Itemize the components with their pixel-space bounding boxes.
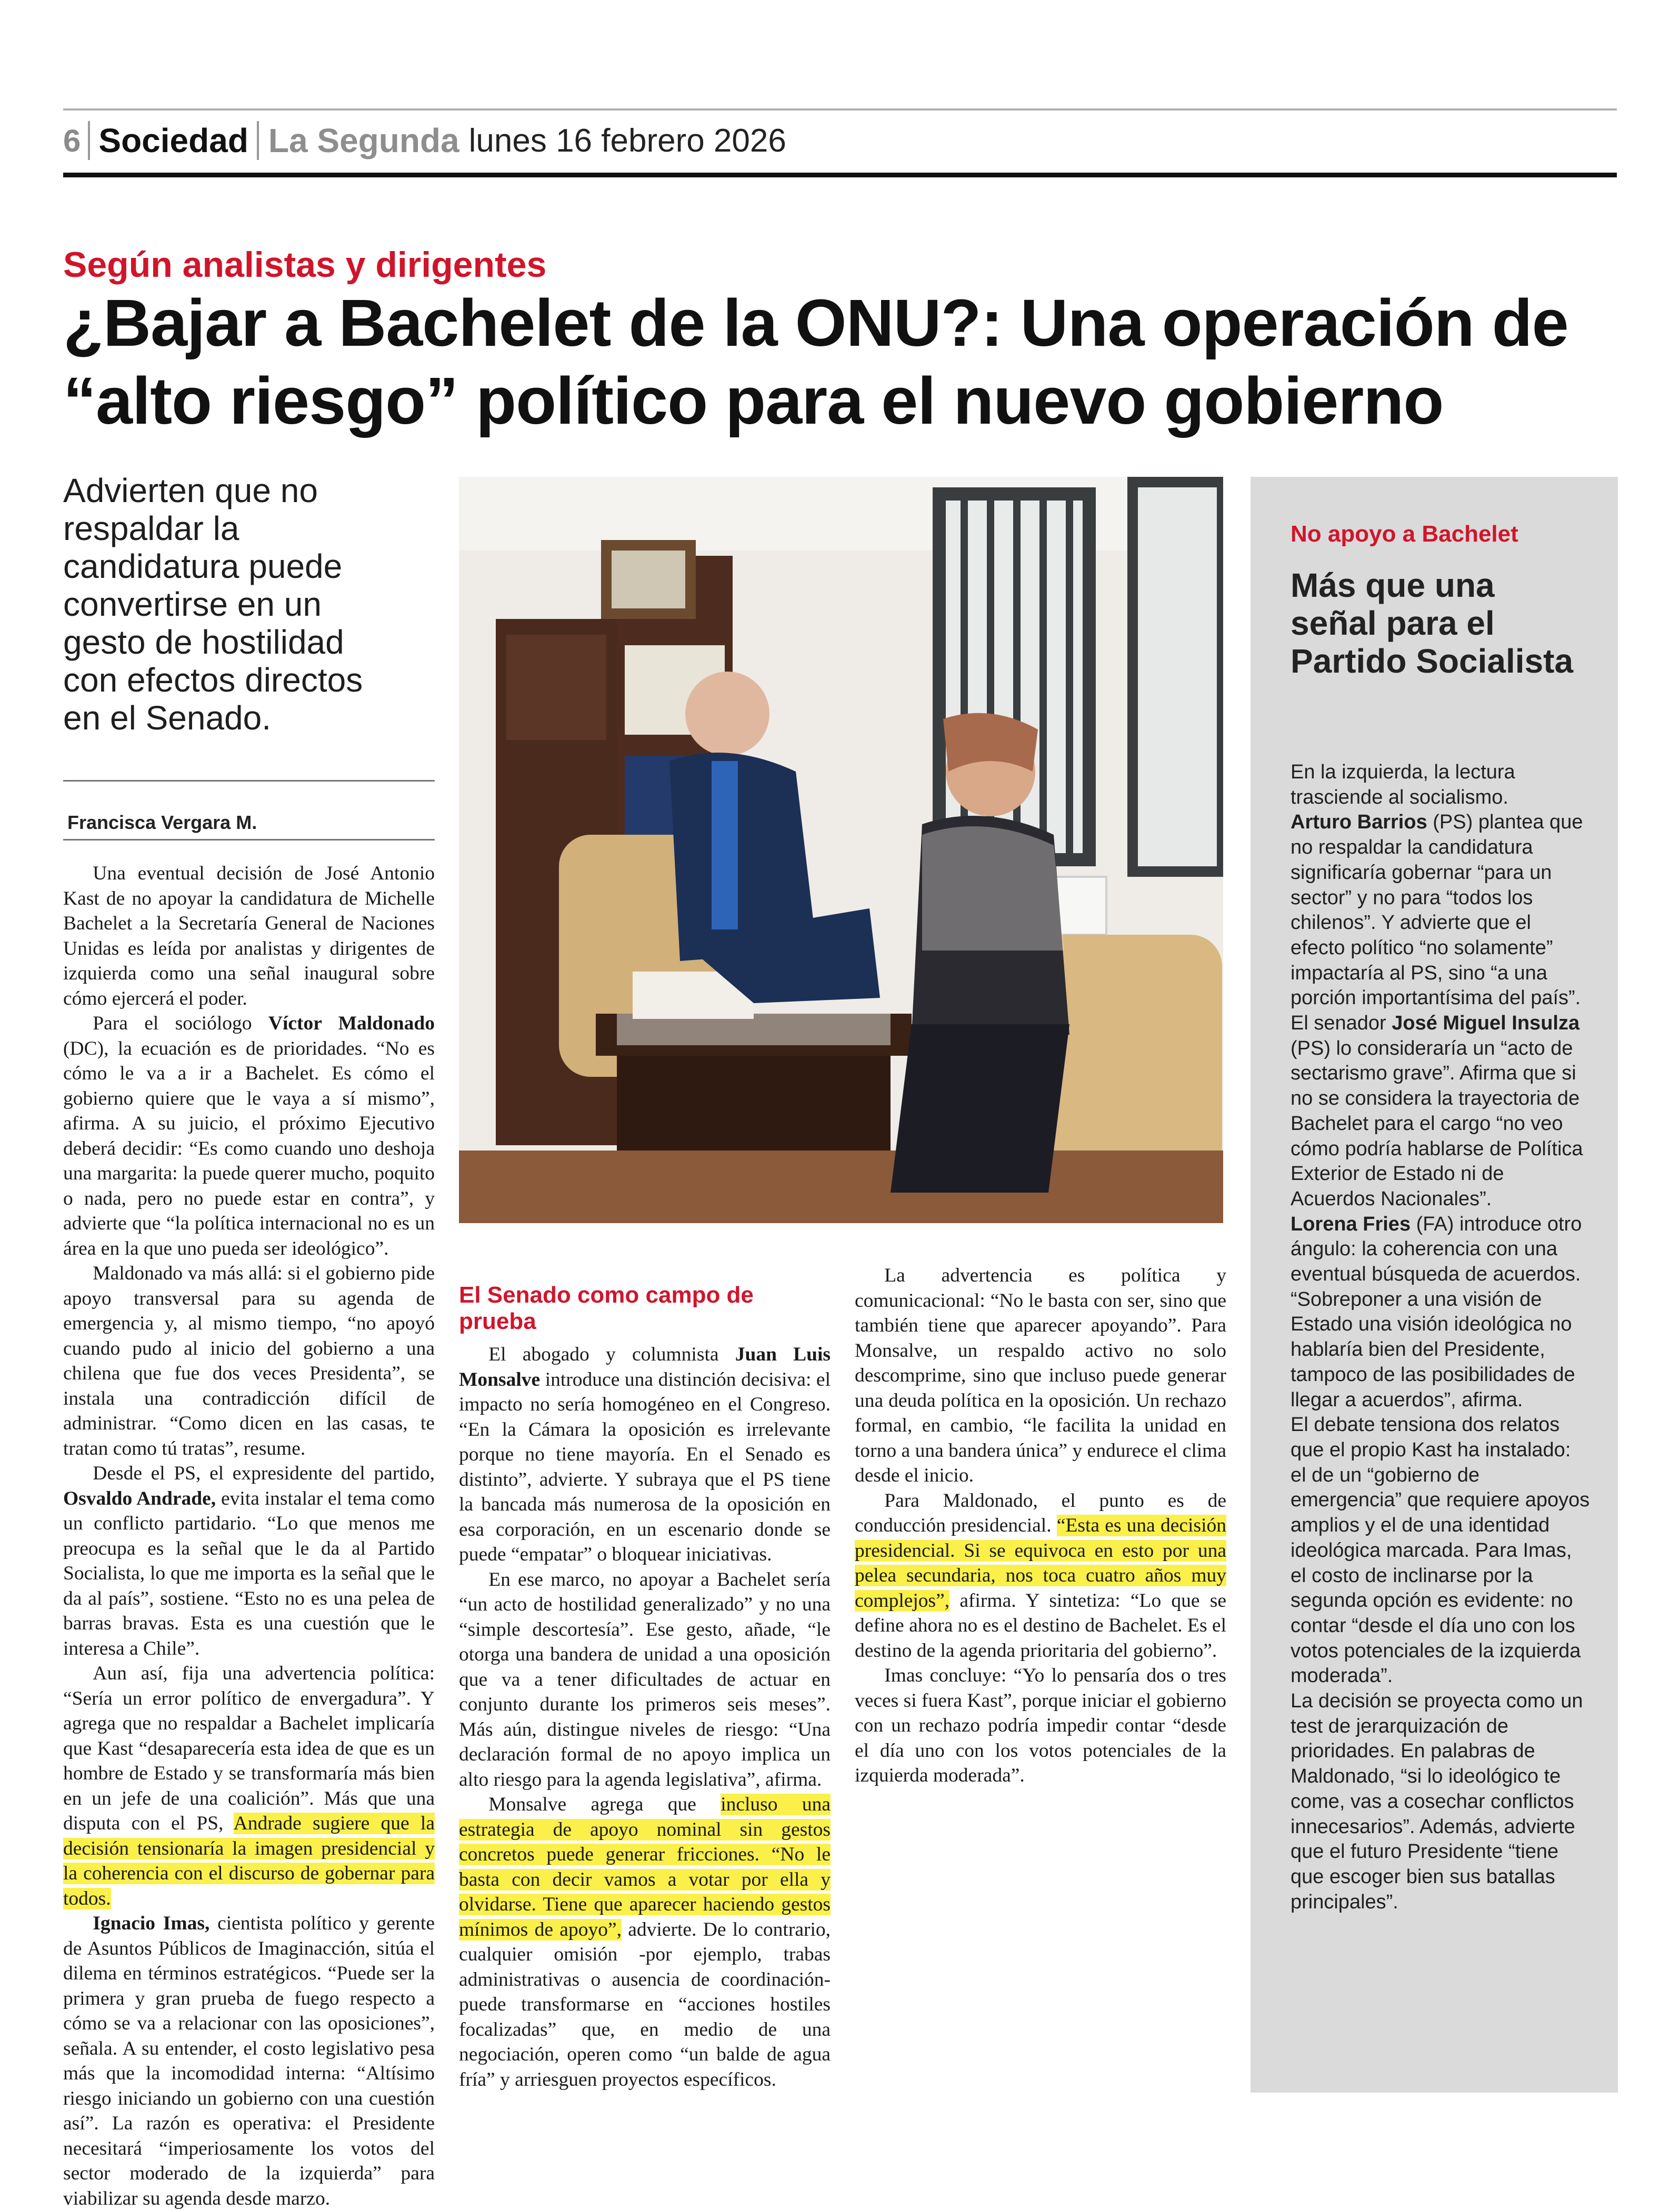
article-headline: ¿Bajar a Bachelet de la ONU?: Una operación de “alto riesgo” político para el nuevo gobierno [63, 286, 1568, 438]
paragraph: Una eventual decisión de José Antonio Kast de no apoyar la candidatura de Michelle Bachelet a la Secretaría General de Naciones Unidas es leída por analistas y dirigentes de izquierda como una señal inaugural sobre cómo ejercerá el poder. [63, 863, 435, 1009]
sidebar-paragraph: Arturo Barrios (PS) plantea que no respaldar la candidatura significaría gobernar “para un sector” y no para “todos los chilenos”. Y advierte que el efecto político “no solamente” impactaría al PS, sino “a una porción importantísima del país”. [1291, 811, 1583, 1009]
page-number: 6 [63, 123, 81, 158]
issue-date: lunes 16 febrero 2026 [468, 122, 786, 159]
article-column-1 [63, 861, 435, 2211]
person-name: José Miguel Insulza [1392, 1012, 1580, 1035]
paragraph: En ese marco, no apoyar a Bachelet sería “un acto de hostilidad generalizado” y no una “simple descortesía”. Ese gesto, añade, “le otorga una bandera de unidad a una oposición que va a tener dificultades de actuar en conjunto durante los primeros seis meses”. Más aún, distingue niveles de riesgo: “Una declaración formal de no apoyo implica un alto riesgo para la agenda legislativa”, afirma. [459, 1568, 831, 1790]
paragraph: Ignacio Imas, cientista político y gerente de Asuntos Públicos de Imaginacción, sitúa el dilema en términos estratégicos. “Puede ser la primera y gran prueba de fuego respecto a cómo se va a relacionar con las oposiciones”, señala. A su entender, el costo legislativo pesa más que la incomodidad interna: “Altísimo riesgo iniciando un gobierno con una cuestión así”. La razón es operativa: el Presidente necesitará “imperiosamente los votos del sector moderado de la izquierda” para viabilizar su agenda desde marzo. [63, 1913, 435, 2209]
paragraph: Para Maldonado, el punto es de conducción presidencial. “Esta es una decisión presidencial. Si se equivoca en esto por una pelea secundaria, nos toca cuatro años muy complejos”, afirma. Y sintetiza: “Lo que se define ahora no es el destino de Bachelet. Es el destino de la agenda prioritaria del gobierno”. [855, 1489, 1226, 1662]
paragraph: Imas concluye: “Yo lo pensaría dos o tres veces si fuera Kast”, porque iniciar el gobierno con un rechazo podría impedir contar “desde el día uno con los votos potenciales de la izquierda moderada”. [855, 1665, 1226, 1786]
sidebar-body [1291, 760, 1591, 1915]
highlighted-text: Andrade sugiere que la decisión tensionaría la imagen presidencial y la coherencia con el discurso de gobernar para todos. [63, 1813, 435, 1909]
newspaper-name: La Segunda [257, 121, 459, 160]
paragraph: Aun así, fija una advertencia política: “Sería un error político de envergadura”. Y agrega que no respaldar a Bachelet implicaría que Kast “desaparecería esta idea de que es un hombre de Estado y se transformaría más bien en un jefe de una coalición”. Más que una disputa con el PS, Andrade sugiere que la decisión tensionaría la imagen presidencial y la coherencia con el discurso de gobernar para todos. [63, 1663, 435, 1909]
person-name: Lorena Fries [1291, 1213, 1411, 1235]
paragraph: Monsalve agrega que incluso una estrategia de apoyo nominal sin gestos concretos puede generar fricciones. “No le basta con decir vamos a votar por ella y olvidarse. Tiene que aparecer haciendo gestos mínimos de apoyo”, advierte. De lo contrario, cualquier omisión -por ejemplo, trabas administrativas o ausencia de coordinación- puede transformarse en “acciones hostiles focalizadas” que, en medio de una negociación, operen como “un balde de agua fría” y arriesguen proyectos específicos. [459, 1794, 831, 2090]
article-column-3 [855, 1263, 1226, 1788]
sidebar-paragraph: Lorena Fries (FA) introduce otro ángulo: la coherencia con una eventual búsqueda de acuerdos. “Sobreponer a una visión de Estado una visión ideológica no hablaría bien del Presidente, tampoco de las posibilidades de llegar a acuerdos”, afirma. [1291, 1213, 1582, 1411]
page-header [63, 115, 1617, 166]
highlighted-text: “Esta es una decisión presidencial. Si se equivoca en esto por una pelea secundaria, nos toca cuatro años muy complejos”, [855, 1515, 1226, 1612]
sidebar-box [1251, 477, 1618, 2093]
section-name: Sociedad [88, 121, 257, 160]
deck-divider [63, 780, 435, 782]
byline-divider [63, 839, 435, 841]
paragraph: El abogado y columnista Juan Luis Monsalve introduce una distinción decisiva: el impacto no sería homogéneo en el Congreso. “En la Cámara la oposición es irrelevante porque no tiene mayoría. En el Senado es distinto”, advierte. Y subraya que el PS tiene la bancada más numerosa de la oposición en esa corporación, en un escenario donde se puede “empatar” o bloquear iniciativas. [459, 1344, 831, 1565]
person-name: Víctor Maldonado [268, 1013, 435, 1034]
highlighted-text: incluso una estrategia de apoyo nominal sin gestos concretos puede generar fricciones. “No le basta con decir vamos a votar por ella y olvidarse. Tiene que aparecer haciendo gestos mínimos de apoyo”, [459, 1794, 831, 1940]
paragraph: Maldonado va más allá: si el gobierno pide apoyo transversal para su agenda de emergencia y, al mismo tiempo, “no apoyó cuando pudo al inicio del gobierno a una chilena que fue dos veces Presidenta”, se instala una contradicción difícil de administrar. “Como dicen en las casas, te tratan como tú tratas”, resume. [63, 1263, 435, 1459]
person-name: Arturo Barrios [1291, 811, 1427, 834]
paragraph: Desde el PS, el expresidente del partido, Osvaldo Andrade, evita instalar el tema como un conflicto partidario. “Lo que menos me preocupa es la señal que le da al Partido Socialista, lo que me importa es la señal que le da al país”, sostiene. “Esto no es una pelea de barras bravas. Esta es una cuestión que le interesa a Chile”. [63, 1463, 435, 1659]
paragraph: Para el sociólogo Víctor Maldonado (DC), la ecuación es de prioridades. “No es cómo le va a ir a Bachelet. Es cómo el gobierno quiere que le vaya a sí mismo”, afirma. A su juicio, el próximo Ejecutivo deberá decidir: “Es como cuando uno deshoja una margarita: la puede querer mucho, poquito o nada, pero no puede estar en contra”, y advierte que “la política internacional no es un área en la que uno pueda ser ideológico”. [63, 1013, 435, 1259]
person-name: Osvaldo Andrade, [63, 1487, 216, 1509]
photo-illustration [459, 477, 1223, 1223]
sidebar-kicker: No apoyo a Bachelet [1291, 521, 1518, 547]
person-name: Ignacio Imas, [93, 1913, 210, 1934]
person-name: Juan Luis Monsalve [459, 1344, 831, 1390]
sidebar-paragraph: La decisión se proyecta como un test de jerarquización de prioridades. En palabras de Maldonado, “si lo ideológico te come, vas a cosechar conflictos innecesarios”. Además, advierte que el futuro Presidente “tiene que escoger bien sus batallas principales”. [1291, 1690, 1583, 1913]
byline: Francisca Vergara M. [67, 812, 257, 833]
article-kicker: Según analistas y dirigentes [63, 245, 547, 285]
section-subhead: El Senado como campo de prueba [459, 1282, 754, 1334]
header-rule [63, 173, 1617, 177]
article-column-2 [459, 1263, 831, 2092]
article-deck: Advierten que no respaldar la candidatura puede convertirse en un gesto de hostilidad con efectos directos en el Senado. [63, 472, 363, 737]
sidebar-paragraph: El debate tensiona dos relatos que el propio Kast ha instalado: el de un “gobierno de emergencia” que requiere apoyos amplios y el de una identidad ideológica marcada. Para Imas, el costo de inclinarse por la segunda opción es evidente: no contar “desde el día uno con los votos potenciales de la izquierda moderada”. [1291, 1414, 1590, 1687]
paragraph: La advertencia es política y comunicacional: “No le basta con ser, sino que también tiene que aparecer apoyando”. Para Monsalve, un respaldo activo no solo descomprime, sino que incluso puede generar una deuda política en la oposición. Un rechazo formal, en cambio, “le facilita la unidad en torno a una bandera única” y endurece el clima desde el inicio. [855, 1265, 1226, 1486]
sidebar-paragraph: El senador José Miguel Insulza (PS) lo consideraría un “acto de sectarismo grave”. Afirma que si no se considera la trayectoria de Bachelet para el cargo “no veo cómo podría hablarse de Política Exterior de Estado ni de Acuerdos Nacionales”. [1291, 1012, 1583, 1210]
sidebar-paragraph: En la izquierda, la lectura trasciende al socialismo. [1291, 761, 1515, 808]
article-photo [459, 477, 1223, 1223]
sidebar-title: Más que una señal para el Partido Socialista [1291, 566, 1574, 680]
top-rule [63, 108, 1617, 111]
